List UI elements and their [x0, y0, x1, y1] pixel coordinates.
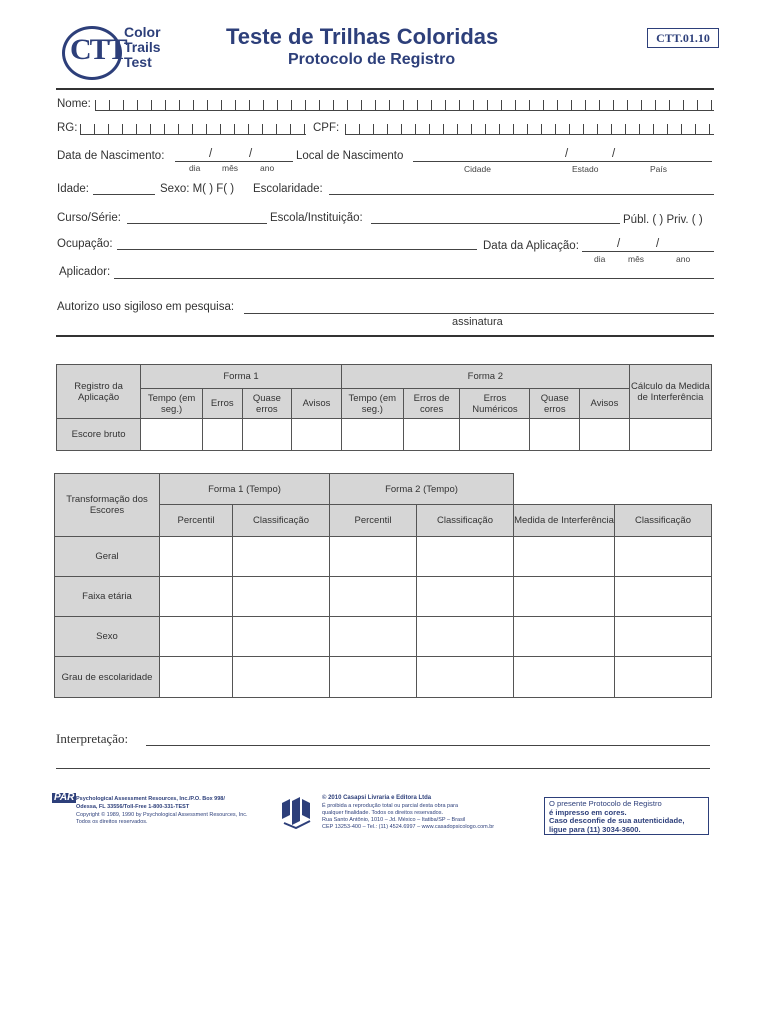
- date-slash: /: [656, 238, 660, 250]
- row-grau-escolaridade-label: Grau de escolaridade: [55, 657, 160, 698]
- table-cell[interactable]: [417, 617, 514, 657]
- local-slash: /: [565, 148, 569, 160]
- pais-hint: País: [650, 164, 668, 174]
- casapsi-logo-icon: [280, 795, 314, 834]
- local-nascimento-field[interactable]: [413, 161, 712, 162]
- table-cell[interactable]: [615, 577, 712, 617]
- forma2-tempo-header: Forma 2 (Tempo): [330, 474, 514, 505]
- aplicador-field[interactable]: [114, 278, 714, 279]
- table-cell[interactable]: [580, 419, 630, 451]
- table-cell[interactable]: [341, 419, 403, 451]
- dia-hint: dia: [189, 163, 201, 173]
- ano-hint: ano: [676, 254, 691, 264]
- par-logo: PAR: [54, 792, 75, 803]
- table-cell[interactable]: [242, 419, 292, 451]
- logo-line2: Trails: [124, 39, 161, 55]
- forma2-header: Forma 2: [341, 365, 629, 389]
- header-divider: [56, 88, 714, 90]
- casa-line3: qualquer finalidade. Todos os direitos reservados.: [322, 810, 443, 816]
- cidade-hint: Cidade: [464, 164, 491, 174]
- mes-hint: mês: [222, 163, 239, 173]
- cpf-label: CPF:: [313, 122, 340, 134]
- table-cell[interactable]: [615, 617, 712, 657]
- table-cell[interactable]: [417, 577, 514, 617]
- tempo-header: Tempo (em seg.): [141, 389, 203, 419]
- table-cell[interactable]: [417, 537, 514, 577]
- table-cell[interactable]: [330, 657, 417, 698]
- escore-bruto-label: Escore bruto: [57, 419, 141, 451]
- notice-line1: O presente Protocolo de Registro: [549, 799, 662, 808]
- tempo-header: Tempo (em seg.): [341, 389, 403, 419]
- table-cell[interactable]: [233, 657, 330, 698]
- publ-priv-label[interactable]: Públ. ( ) Priv. ( ): [623, 214, 703, 226]
- escola-field[interactable]: [371, 223, 620, 224]
- percentil-header: Percentil: [160, 505, 233, 537]
- logo-line3: Test: [124, 54, 152, 70]
- table-cell[interactable]: [330, 617, 417, 657]
- local-nascimento-label: Local de Nascimento: [296, 150, 404, 162]
- par-line3: Copyright © 1989, 1990 by Psychological Assessment Resources, Inc.: [76, 812, 248, 818]
- nome-label: Nome:: [57, 98, 91, 110]
- erros-numericos-header: Erros Numéricos: [460, 389, 530, 419]
- forma1-tempo-header: Forma 1 (Tempo): [160, 474, 330, 505]
- registro-table: [56, 364, 712, 451]
- table-cell[interactable]: [292, 419, 342, 451]
- table-cell[interactable]: [615, 657, 712, 698]
- interpretacao-field[interactable]: [146, 745, 710, 746]
- table-cell[interactable]: [160, 617, 233, 657]
- table-cell[interactable]: [233, 537, 330, 577]
- escolaridade-label: Escolaridade:: [253, 183, 323, 195]
- percentil-header: Percentil: [330, 505, 417, 537]
- data-nascimento-label: Data de Nascimento:: [57, 150, 165, 162]
- sexo-label[interactable]: Sexo: M( ) F( ): [160, 183, 235, 195]
- notice-line2: é impresso em cores.: [549, 807, 627, 817]
- section-divider: [56, 335, 714, 337]
- interpretacao-label: Interpretação:: [56, 731, 129, 746]
- date-slash: /: [209, 148, 213, 160]
- par-line1: Psychological Assessment Resources, Inc./P.O. Box 998/: [76, 796, 225, 802]
- medida-header: Medida de Interferência: [514, 505, 615, 537]
- date-slash: /: [617, 238, 621, 250]
- calculo-header: Cálculo da Medida de Interferência: [629, 365, 711, 419]
- page-subtitle: Protocolo de Registro: [288, 51, 456, 68]
- table-cell[interactable]: [330, 537, 417, 577]
- casa-line5: CEP 13253-400 – Tel.: (11) 4524.6997 – www.casadopsicologo.com.br: [322, 824, 495, 830]
- data-aplicacao-field[interactable]: [582, 251, 714, 252]
- table-cell[interactable]: [233, 617, 330, 657]
- casa-line2: É proibida a reprodução total ou parcial desta obra para: [322, 803, 459, 809]
- page-title: Teste de Trilhas Coloridas: [226, 24, 499, 49]
- table-cell[interactable]: [417, 657, 514, 698]
- row-faixa-etaria-label: Faixa etária: [55, 577, 160, 617]
- classificacao-header: Classificação: [615, 505, 712, 537]
- aplicador-label: Aplicador:: [59, 266, 111, 278]
- table-cell[interactable]: [160, 577, 233, 617]
- ano-hint: ano: [260, 163, 275, 173]
- assinatura-hint: assinatura: [452, 316, 503, 328]
- transformacao-header: Transformação dos Escores: [55, 474, 160, 537]
- avisos-header: Avisos: [580, 389, 630, 419]
- logo-letters: CTT: [70, 33, 126, 66]
- quase-erros-header: Quase erros: [242, 389, 292, 419]
- table-cell[interactable]: [160, 537, 233, 577]
- table-cell[interactable]: [160, 657, 233, 698]
- assinatura-field[interactable]: [244, 313, 714, 314]
- curso-field[interactable]: [127, 223, 267, 224]
- estado-hint: Estado: [572, 164, 599, 174]
- table-cell[interactable]: [615, 537, 712, 577]
- curso-label: Curso/Série:: [57, 212, 121, 224]
- classificacao-header: Classificação: [417, 505, 514, 537]
- table-cell[interactable]: [530, 419, 580, 451]
- classificacao-header: Classificação: [233, 505, 330, 537]
- idade-field[interactable]: [93, 194, 155, 195]
- notice-line4: ligue para (11) 3034-3600.: [549, 824, 641, 834]
- ocupacao-label: Ocupação:: [57, 238, 113, 250]
- table-cell[interactable]: [514, 617, 615, 657]
- par-line2: Odessa, FL 33556/Toll-Free 1-800-331-TEST: [76, 804, 190, 810]
- autorizo-label: Autorizo uso sigiloso em pesquisa:: [57, 301, 235, 313]
- logo-line1: Color: [124, 24, 161, 40]
- erros-header: Erros: [203, 389, 243, 419]
- data-aplicacao-label: Data da Aplicação:: [483, 240, 579, 252]
- blank-header-cell: [514, 474, 712, 505]
- ocupacao-field[interactable]: [117, 249, 477, 250]
- table-cell[interactable]: [203, 419, 243, 451]
- date-slash: /: [249, 148, 253, 160]
- logo-text: [124, 25, 161, 70]
- casa-line1: © 2010 Casapsi Livraria e Editora Ltda: [322, 795, 432, 801]
- rg-field[interactable]: [80, 124, 306, 135]
- erros-cores-header: Erros de cores: [403, 389, 460, 419]
- local-slash: /: [612, 148, 616, 160]
- row-sexo-label: Sexo: [55, 617, 160, 657]
- casa-line4: Rua Santo Antônio, 1010 – Jd. México – Itatiba/SP – Brasil: [322, 817, 466, 823]
- nome-field[interactable]: [95, 100, 714, 111]
- authenticity-notice: [544, 797, 709, 835]
- escola-label: Escola/Instituição:: [270, 212, 363, 224]
- form-code: CTT.01.10: [647, 28, 719, 48]
- table-cell[interactable]: [330, 577, 417, 617]
- table-cell[interactable]: [233, 577, 330, 617]
- table-cell[interactable]: [141, 419, 203, 451]
- escolaridade-field[interactable]: [329, 194, 714, 195]
- row-geral-label: Geral: [55, 537, 160, 577]
- transformacao-table: [54, 473, 712, 698]
- table-cell[interactable]: [514, 657, 615, 698]
- avisos-header: Avisos: [292, 389, 342, 419]
- notice-line3: Caso desconfie de sua autenticidade,: [549, 816, 685, 825]
- table-cell[interactable]: [514, 577, 615, 617]
- forma1-header: Forma 1: [141, 365, 342, 389]
- quase-erros-header: Quase erros: [530, 389, 580, 419]
- dia-hint: dia: [594, 254, 606, 264]
- mes-hint: mês: [628, 254, 645, 264]
- table-cell[interactable]: [460, 419, 530, 451]
- table-cell[interactable]: [629, 419, 711, 451]
- data-nascimento-field[interactable]: [175, 161, 293, 162]
- idade-label: Idade:: [57, 183, 89, 195]
- interpretacao-field-line2[interactable]: [56, 768, 710, 769]
- table-cell[interactable]: [514, 537, 615, 577]
- registro-header: Registro da Aplicação: [57, 365, 141, 419]
- table-cell[interactable]: [403, 419, 460, 451]
- par-line4: Todos os direitos reservados.: [76, 819, 148, 825]
- rg-label: RG:: [57, 122, 78, 134]
- cpf-field[interactable]: [345, 124, 714, 135]
